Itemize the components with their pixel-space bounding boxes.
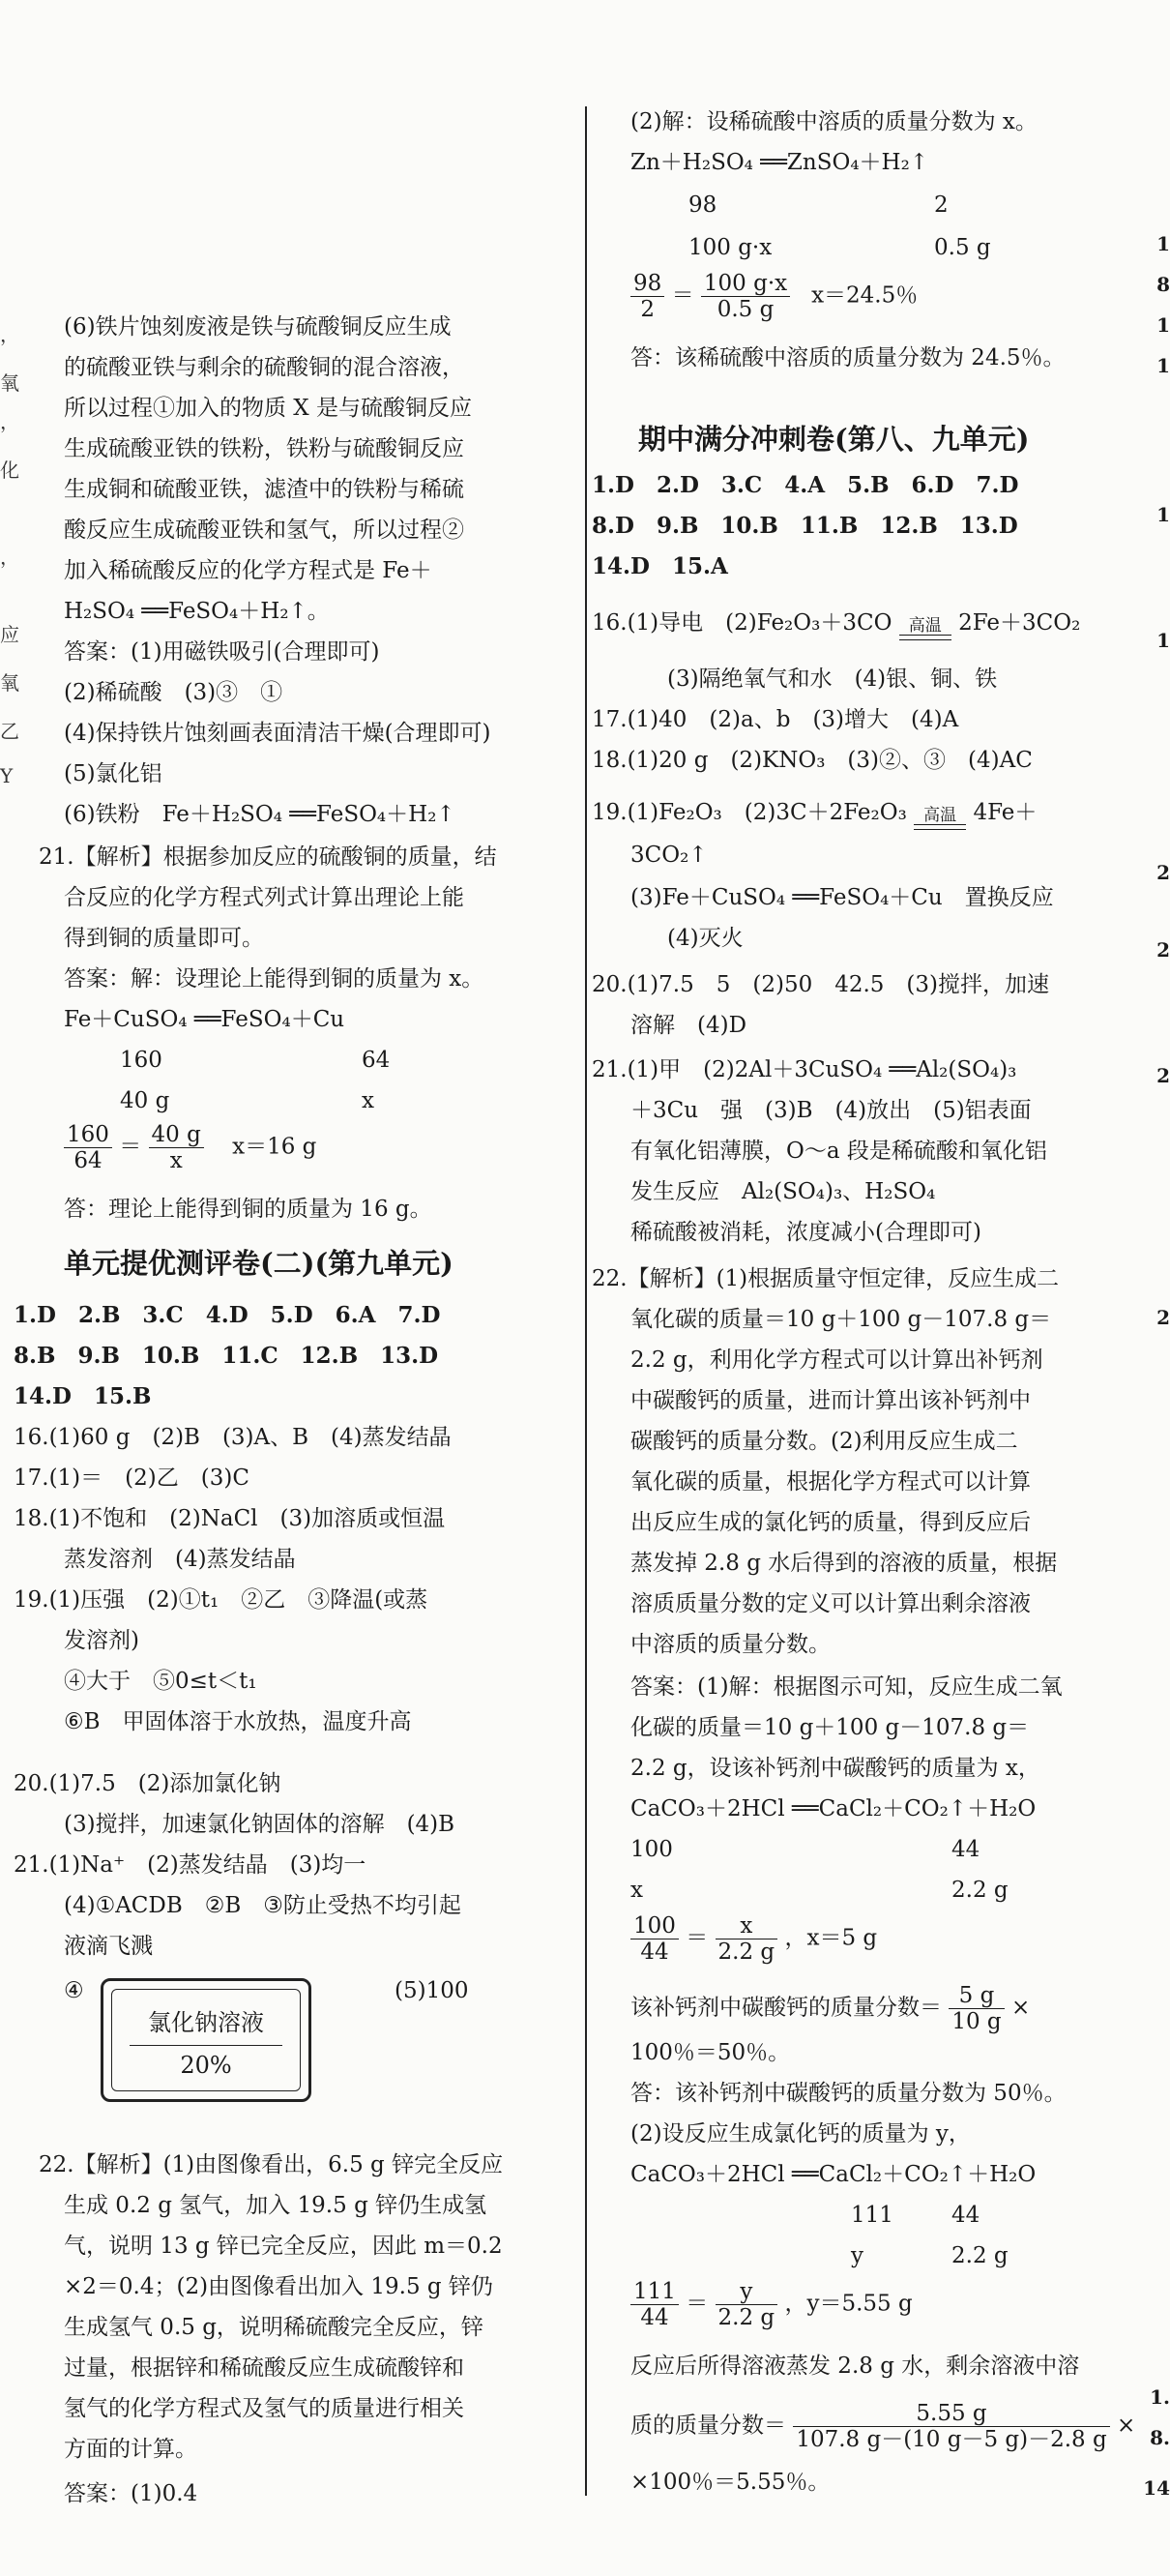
text-line: H₂SO₄ ══FeSO₄＋H₂↑。 <box>64 599 330 624</box>
coef: 0.5 g <box>934 235 991 260</box>
edge-fragment: ， <box>0 323 19 346</box>
proportion: $\frac{98}{2}$ ＝ $\frac{100 g\cdot x}{0.5 g}$ x＝24.5％ <box>630 271 918 322</box>
answer-line: 答案：(1)0.4 <box>64 2481 198 2506</box>
equation: CaCO₃＋2HCl ══CaCl₂＋CO₂↑＋H₂O <box>630 1796 1037 1821</box>
coef: 64 <box>362 1048 391 1073</box>
answer-line: 液滴飞溅 <box>64 1934 153 1959</box>
text-line: 加入稀硫酸反应的化学方程式是 Fe＋ <box>64 558 432 583</box>
column-divider <box>585 106 587 2496</box>
text-line: 氧化碳的质量，根据化学方程式可以计算 <box>630 1469 1031 1495</box>
answer-line: (5)100 <box>395 1978 469 2003</box>
text-line: 21.【解析】根据参加反应的硫酸铜的质量，结 <box>39 844 497 870</box>
answer-line: (4)保持铁片蚀刻画表面清洁干燥(合理即可) <box>64 721 491 746</box>
equation: Fe＋CuSO₄ ══FeSO₄＋Cu <box>64 1007 345 1032</box>
coef: x <box>630 1878 643 1903</box>
answer-line: ④大于 ⑤0≤t＜t₁ <box>64 1669 257 1694</box>
proportion: $\frac{160}{64}$ ＝ $\frac{40 g}{x}$ x＝16 g <box>64 1122 316 1173</box>
answer-line: 20.(1)7.5 5 (2)50 42.5 (3)搅拌，加速 <box>592 972 1050 997</box>
text-line: 答：该稀硫酸中溶质的质量分数为 24.5％。 <box>630 345 1066 370</box>
text-line: 过量，根据锌和稀硫酸反应生成硫酸锌和 <box>64 2355 464 2381</box>
coef: 2.2 g <box>951 2243 1009 2268</box>
answer-line: (3)Fe＋CuSO₄ ══FeSO₄＋Cu 置换反应 <box>630 885 1054 910</box>
edge-fragment: 氧 <box>0 371 19 395</box>
answer-line: (4)灭火 <box>667 926 744 951</box>
answer-line: 19.(1)压强 (2)①t₁ ②乙 ③降温(或蒸 <box>14 1587 428 1613</box>
answer-line: 17.(1)40 (2)a、b (3)增大 (4)A <box>592 707 959 732</box>
coef: 111 <box>851 2203 893 2228</box>
text-line: 生成氢气 0.5 g，说明稀硫酸完全反应，锌 <box>64 2315 483 2340</box>
text-line: (2)解：设稀硫酸中溶质的质量分数为 x。 <box>630 109 1038 134</box>
text-line: 得到铜的质量即可。 <box>64 926 264 951</box>
coef: x <box>362 1088 374 1113</box>
answer-line: 蒸发溶剂 (4)蒸发结晶 <box>64 1547 296 1572</box>
coef: 40 g <box>120 1088 170 1113</box>
answer-line: 有氧化铝薄膜，O～a 段是稀硫酸和氧化铝 <box>630 1139 1047 1164</box>
text-line: (2)设反应生成氯化钙的质量为 y， <box>630 2121 971 2147</box>
text-line: 蒸发掉 2.8 g 水后得到的溶液的质量，根据 <box>630 1551 1058 1576</box>
section-heading: 单元提优测评卷(二)(第九单元) <box>64 1247 453 1280</box>
equation: Zn＋H₂SO₄ ══ZnSO₄＋H₂↑ <box>630 150 929 175</box>
edge-fragment: 1 <box>1156 503 1170 526</box>
section-heading: 期中满分冲刺卷(第八、九单元) <box>638 423 1030 456</box>
text-line: ×2＝0.4；(2)由图像看出加入 19.5 g 锌仍 <box>64 2274 493 2299</box>
mc-answers: 1.D 2.D 3.C 4.A 5.B 6.D 7.D <box>592 472 1019 498</box>
edge-fragment: 2 <box>1156 861 1170 884</box>
text-line: 答：理论上能得到铜的质量为 16 g。 <box>64 1197 432 1222</box>
edge-fragment: 8 <box>1156 273 1170 296</box>
text-line: 的硫酸亚铁与剩余的硫酸铜的混合溶液， <box>64 355 464 380</box>
answer-line: 答案：解：设理论上能得到铜的质量为 x。 <box>64 966 484 992</box>
text-line: ×100％＝5.55％。 <box>630 2470 831 2495</box>
coef: 2.2 g <box>951 1878 1009 1903</box>
text-line: 氧化碳的质量＝10 g＋100 g－107.8 g＝ <box>630 1307 1052 1332</box>
answer-line: 18.(1)20 g (2)KNO₃ (3)②、③ (4)AC <box>592 748 1033 773</box>
answer-line: 16.(1)60 g (2)B (3)A、B (4)蒸发结晶 <box>14 1425 452 1450</box>
coef: 44 <box>951 2203 980 2228</box>
answer-line: (3)隔绝氧气和水 (4)银、铜、铁 <box>667 666 998 692</box>
answer-line: ⑥B 甲固体溶于水放热，温度升高 <box>64 1709 412 1734</box>
text-line: 氢气的化学方程式及氢气的质量进行相关 <box>64 2396 464 2421</box>
text-line: 中溶质的质量分数。 <box>630 1632 831 1657</box>
answer-line: 20.(1)7.5 (2)添加氯化钠 <box>14 1771 281 1796</box>
mc-answers: 14.D 15.A <box>592 553 728 579</box>
answer-line: ④ <box>64 1978 84 2003</box>
coef: 100 g·x <box>688 235 773 260</box>
edge-fragment: 1 <box>1156 354 1170 377</box>
answer-line: 发溶剂) <box>64 1628 139 1653</box>
text-line: 2.2 g，利用化学方程式可以计算出补钙剂 <box>630 1347 1043 1373</box>
answer-line: ＋3Cu 强 (3)B (4)放出 (5)铝表面 <box>630 1098 1032 1123</box>
coef: 44 <box>951 1837 980 1862</box>
text-line: 生成硫酸亚铁的铁粉，铁粉与硫酸铜反应 <box>64 436 464 461</box>
answer-line: 答案：(1)解：根据图示可知，反应生成二氧 <box>630 1674 1063 1700</box>
answer-line: 2.2 g，设该补钙剂中碳酸钙的质量为 x， <box>630 1756 1040 1781</box>
label-name: 氯化钠溶液 <box>148 2009 264 2036</box>
coef: 160 <box>120 1048 162 1073</box>
text-line: 方面的计算。 <box>64 2437 197 2462</box>
answer-line: 19.(1)Fe₂O₃ (2)3C＋2Fe₂O₃ 高温 4Fe＋ <box>592 795 1037 830</box>
answer-line: 发生反应 Al₂(SO₄)₃、H₂SO₄ <box>630 1179 936 1204</box>
edge-fragment: 1 <box>1156 629 1170 652</box>
coef: 98 <box>688 192 717 218</box>
edge-fragment: 8. <box>1150 2426 1170 2449</box>
answer-line: (4)①ACDB ②B ③防止受热不均引起 <box>64 1893 461 1918</box>
text-line: 酸反应生成硫酸亚铁和氢气，所以过程② <box>64 518 464 543</box>
edge-fragment: 2 <box>1156 1064 1170 1087</box>
edge-fragment: 1 <box>1156 232 1170 255</box>
mc-answers: 14.D 15.B <box>14 1383 152 1409</box>
text-line: 出反应生成的氯化钙的质量，得到反应后 <box>630 1510 1031 1535</box>
coef: y <box>851 2243 863 2268</box>
answer-line: 稀硫酸被消耗，浓度减小(合理即可) <box>630 1220 981 1245</box>
edge-fragment: ， <box>0 410 19 433</box>
text-line: 100％＝50％。 <box>630 2040 791 2065</box>
edge-fragment: ， <box>0 546 19 569</box>
text-line: 碳酸钙的质量分数。(2)利用反应生成二 <box>630 1429 1018 1454</box>
coef: 100 <box>630 1837 673 1862</box>
text-line: (6)铁片蚀刻废液是铁与硫酸铜反应生成 <box>64 314 452 340</box>
answer-line: 17.(1)＝ (2)乙 (3)C <box>14 1466 249 1491</box>
proportion: $\frac{100}{44}$ ＝ $\frac{x}{2.2 g}$ ，x＝5 g <box>630 1913 877 1965</box>
edge-fragment: 1 <box>1156 313 1170 337</box>
proportion: $\frac{111}{44}$ ＝ $\frac{y}{2.2 g}$ ，y＝5.55 g <box>630 2279 913 2330</box>
text-line: 中碳酸钙的质量，进而计算出该补钙剂中 <box>630 1388 1031 1413</box>
text-line: 该补钙剂中碳酸钙的质量分数＝ $\frac{5 g}{10 g}$ × <box>630 1983 1031 2034</box>
answer-line: 21.(1)Na⁺ (2)蒸发结晶 (3)均一 <box>14 1852 366 1878</box>
text-line: 22.【解析】(1)由图像看出，6.5 g 锌完全反应 <box>39 2152 504 2177</box>
text-line: 质的质量分数＝ $\frac{5.55 g}{107.8 g-(10 g-5 g)-2.8 g}$ × <box>630 2401 1136 2452</box>
edge-fragment: 应 <box>0 623 19 646</box>
edge-fragment: 2 <box>1156 938 1170 962</box>
equation: CaCO₃＋2HCl ══CaCl₂＋CO₂↑＋H₂O <box>630 2162 1037 2187</box>
text-line: 溶质质量分数的定义可以计算出剩余溶液 <box>630 1591 1031 1616</box>
answer-line: 3CO₂↑ <box>630 843 708 868</box>
answer-line: 18.(1)不饱和 (2)NaCl (3)加溶质或恒温 <box>14 1506 446 1531</box>
answer-line: (5)氯化铝 <box>64 761 162 786</box>
reagent-label <box>101 1978 311 2102</box>
text-line: 生成铜和硫酸亚铁，滤渣中的铁粉与稀硫 <box>64 477 464 502</box>
answer-line: 21.(1)甲 (2)2Al＋3CuSO₄ ══Al₂(SO₄)₃ <box>592 1057 1017 1082</box>
answer-line: 16.(1)导电 (2)Fe₂O₃＋3CO 高温 2Fe＋3CO₂ <box>592 606 1080 640</box>
mc-answers: 8.D 9.B 10.B 11.B 12.B 13.D <box>592 513 1018 539</box>
edge-fragment: Y <box>0 764 14 787</box>
answer-line: 答案：(1)用磁铁吸引(合理即可) <box>64 639 380 665</box>
text-line: 合反应的化学方程式列式计算出理论上能 <box>64 885 464 910</box>
answer-line: (6)铁粉 Fe＋H₂SO₄ ══FeSO₄＋H₂↑ <box>64 802 455 827</box>
text-line: 22.【解析】(1)根据质量守恒定律，反应生成二 <box>592 1266 1060 1291</box>
coef: 2 <box>934 192 949 218</box>
edge-fragment: 14 <box>1143 2476 1170 2500</box>
label-percent: 20% <box>180 2052 232 2079</box>
edge-fragment: 乙 <box>0 720 19 743</box>
edge-fragment: 化 <box>0 459 19 482</box>
text-line: 生成 0.2 g 氢气，加入 19.5 g 锌仍生成氢 <box>64 2193 487 2218</box>
answer-line: 溶解 (4)D <box>630 1013 747 1038</box>
edge-fragment: 氧 <box>0 671 19 695</box>
edge-fragment: 2 <box>1156 1306 1170 1329</box>
text-line: 所以过程①加入的物质 X 是与硫酸铜反应 <box>64 396 472 421</box>
mc-answers: 1.D 2.B 3.C 4.D 5.D 6.A 7.D <box>14 1302 441 1328</box>
edge-fragment: 1. <box>1150 2385 1170 2409</box>
text-line: 气，说明 13 g 锌已完全反应，因此 m＝0.2 <box>64 2234 503 2259</box>
answer-line: 化碳的质量＝10 g＋100 g－107.8 g＝ <box>630 1715 1030 1740</box>
text-line: 反应后所得溶液蒸发 2.8 g 水，剩余溶液中溶 <box>630 2354 1080 2379</box>
answer-line: (3)搅拌，加速氯化钠固体的溶解 (4)B <box>64 1812 455 1837</box>
text-line: 答：该补钙剂中碳酸钙的质量分数为 50％。 <box>630 2081 1067 2106</box>
answer-line: (2)稀硫酸 (3)③ ① <box>64 680 283 705</box>
mc-answers: 8.B 9.B 10.B 11.C 12.B 13.D <box>14 1343 439 1369</box>
